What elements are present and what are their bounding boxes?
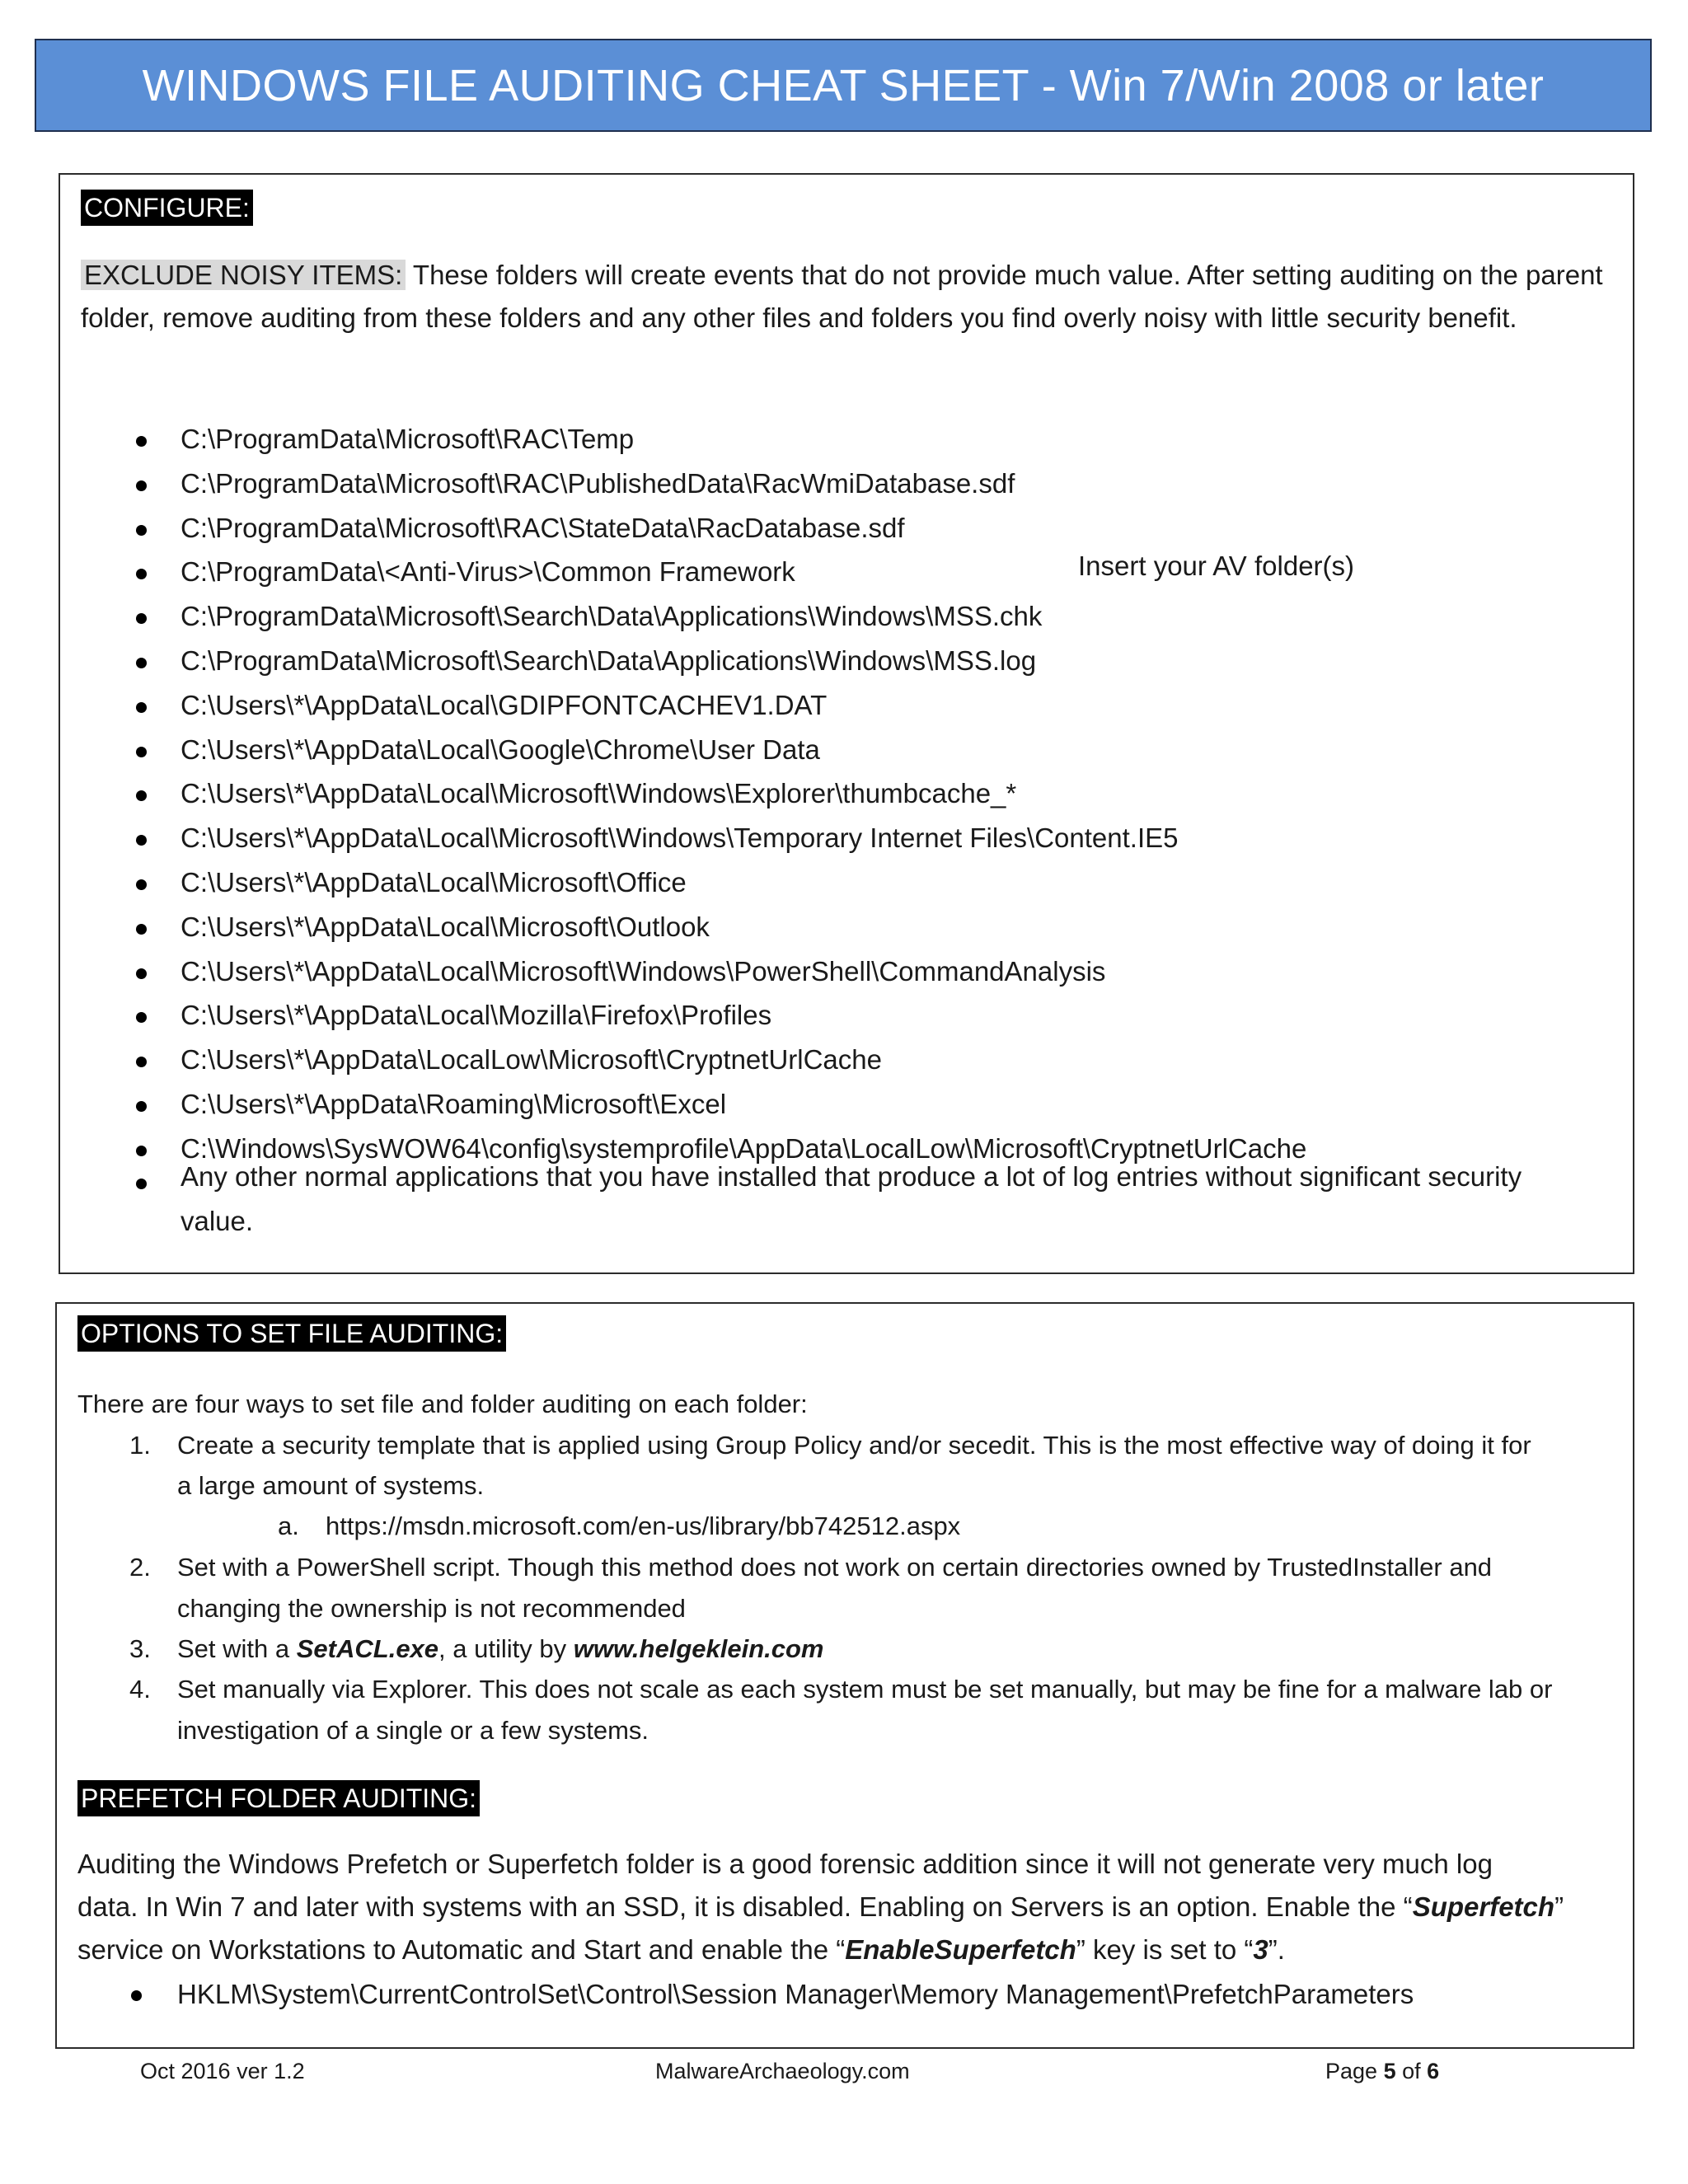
step-number: 4. (129, 1675, 151, 1704)
bullet-icon (131, 1990, 142, 2001)
msdn-link[interactable]: https://msdn.microsoft.com/en-us/library/bb742512.aspx (326, 1511, 961, 1540)
last-item-line2: value. (181, 1206, 254, 1236)
step-number: 2. (129, 1553, 151, 1582)
superfetch-value: 3 (1253, 1934, 1268, 1965)
bullet-icon (136, 569, 147, 579)
folder-path-item: C:\Windows\SysWOW64\config\systemprofile\AppData\LocalLow\Microsoft\CryptnetUrlCache (181, 1132, 1307, 1164)
bullet-icon (136, 702, 147, 713)
prefetch-line2-text: data. In Win 7 and later with systems with an SSD, it is disabled. Enabling on Servers is an option. Enable the “ (77, 1891, 1413, 1922)
exclude-paragraph (81, 254, 1630, 340)
prefetch-registry-path: HKLM\System\CurrentControlSet\Control\Session Manager\Memory Management\PrefetchParameters (177, 1979, 1414, 2009)
bullet-icon (136, 658, 147, 668)
folder-path-item: C:\Users\*\AppData\Roaming\Microsoft\Excel (181, 1089, 727, 1119)
bullet-icon (136, 436, 147, 447)
folder-path-item: C:\Users\*\AppData\Local\Microsoft\Outlook (181, 911, 710, 942)
step-3-prefix: Set with a (177, 1634, 297, 1663)
folder-path-item: C:\ProgramData\Microsoft\Search\Data\Applications\Windows\MSS.chk (181, 601, 1043, 632)
footer-page-total: 6 (1427, 2059, 1440, 2083)
prefetch-line3-end: ”. (1268, 1934, 1285, 1965)
step-3-line (177, 1629, 824, 1670)
av-folder-note: Insert your AV folder(s) (1078, 551, 1355, 581)
bullet-icon (136, 835, 147, 846)
folder-path-item: C:\Users\*\AppData\Local\Mozilla\Firefox\Profiles (181, 1000, 772, 1031)
footer-site: MalwareArchaeology.com (655, 2059, 910, 2083)
prefetch-line1: Auditing the Windows Prefetch or Superfetch folder is a good forensic addition since it will not generate very much log (77, 1849, 1493, 1879)
folder-path-item: C:\Users\*\AppData\Local\GDIPFONTCACHEV1.DAT (181, 689, 828, 720)
superfetch-service: Superfetch (1412, 1891, 1555, 1922)
bullet-icon (136, 480, 147, 491)
folder-path-item: C:\ProgramData\Microsoft\RAC\StateData\RacDatabase.sdf (181, 512, 905, 543)
prefetch-heading: PREFETCH FOLDER AUDITING: (77, 1780, 480, 1816)
bullet-icon (136, 1101, 147, 1112)
folder-path-item: C:\ProgramData\<Anti-Virus>\Common Framework (181, 556, 795, 588)
bullet-icon (136, 924, 147, 935)
bullet-icon (136, 968, 147, 979)
prefetch-line2 (77, 1886, 1564, 1929)
bullet-icon (136, 1179, 147, 1189)
bullet-icon (136, 790, 147, 801)
footer-of-label: of (1395, 2059, 1428, 2083)
bullet-icon (136, 1012, 147, 1023)
footer-page-number (1325, 2059, 1439, 2084)
prefetch-line3 (77, 1929, 1285, 1971)
sub-item-letter: a. (278, 1511, 299, 1540)
exclude-label: EXCLUDE NOISY ITEMS: (81, 260, 406, 290)
helgeklein-link[interactable]: www.helgeklein.com (573, 1634, 824, 1663)
step-4-line2: investigation of a single or a few systems. (177, 1716, 649, 1745)
enablesuperfetch-key: EnableSuperfetch (845, 1934, 1076, 1965)
setacl-tool: SetACL.exe (296, 1634, 439, 1663)
bullet-icon (136, 1057, 147, 1067)
footer-page-current: 5 (1383, 2059, 1396, 2083)
folder-path-item: C:\Users\*\AppData\Local\Microsoft\Windows\PowerShell\CommandAnalysis (181, 955, 1106, 987)
folder-path-item: C:\Users\*\AppData\Local\Google\Chrome\User Data (181, 733, 820, 765)
bullet-icon (136, 747, 147, 757)
exclude-text: These folders will create events that do not provide much value. After setting auditing on the parent folder, remove auditing from these folders and any other files and folders you find overly noisy with little security benefit. (81, 260, 1603, 333)
folder-path-item: C:\Users\*\AppData\Local\Microsoft\Windows\Temporary Internet Files\Content.IE5 (181, 823, 1179, 854)
prefetch-line2-end: ” (1554, 1891, 1564, 1922)
bullet-icon (136, 879, 147, 890)
step-2-line2: changing the ownership is not recommended (177, 1594, 686, 1623)
prefetch-line3-pre: service on Workstations to Automatic and Start and enable the “ (77, 1934, 846, 1965)
folder-path-item: C:\ProgramData\Microsoft\Search\Data\Applications\Windows\MSS.log (181, 645, 1037, 676)
bullet-icon (136, 1146, 147, 1156)
options-heading: OPTIONS TO SET FILE AUDITING: (77, 1315, 506, 1352)
folder-path-item: C:\Users\*\AppData\Local\Microsoft\Windows\Explorer\thumbcache_* (181, 778, 1017, 809)
document-title: WINDOWS FILE AUDITING CHEAT SHEET - Win 7/Win 2008 or later (142, 60, 1545, 110)
footer-page-label: Page (1325, 2059, 1384, 2083)
bullet-icon (136, 525, 147, 536)
step-1-line2: a large amount of systems. (177, 1471, 485, 1500)
step-2-line1: Set with a PowerShell script. Though this method does not work on certain directories owned by TrustedInstaller and (177, 1553, 1493, 1582)
folder-path-item: C:\Users\*\AppData\Local\Microsoft\Office (181, 867, 687, 898)
folder-path-item: C:\ProgramData\Microsoft\RAC\PublishedData\RacWmiDatabase.sdf (181, 467, 1015, 499)
step-3-middle: , a utility by (438, 1634, 574, 1663)
last-item-line1: Any other normal applications that you have installed that produce a lot of log entries without significant security (181, 1161, 1522, 1192)
step-4-line1: Set manually via Explorer. This does not scale as each system must be set manually, but may be fine for a malware lab or (177, 1675, 1553, 1704)
configure-section (59, 173, 1634, 1274)
folder-path-item: C:\Users\*\AppData\LocalLow\Microsoft\CryptnetUrlCache (181, 1044, 882, 1076)
configure-heading: CONFIGURE: (81, 190, 253, 226)
options-section (55, 1302, 1634, 2049)
footer-date-version: Oct 2016 ver 1.2 (140, 2059, 305, 2083)
bullet-icon (136, 613, 147, 624)
step-number: 1. (129, 1431, 151, 1460)
folder-path-item: C:\ProgramData\Microsoft\RAC\Temp (181, 424, 635, 454)
prefetch-line3-mid: ” key is set to “ (1076, 1934, 1254, 1965)
step-1-line1: Create a security template that is applied using Group Policy and/or secedit. This is the most effective way of doing it for (177, 1431, 1531, 1460)
options-intro: There are four ways to set file and folder auditing on each folder: (77, 1390, 808, 1418)
step-number: 3. (129, 1634, 151, 1663)
document-title-banner (35, 39, 1652, 132)
